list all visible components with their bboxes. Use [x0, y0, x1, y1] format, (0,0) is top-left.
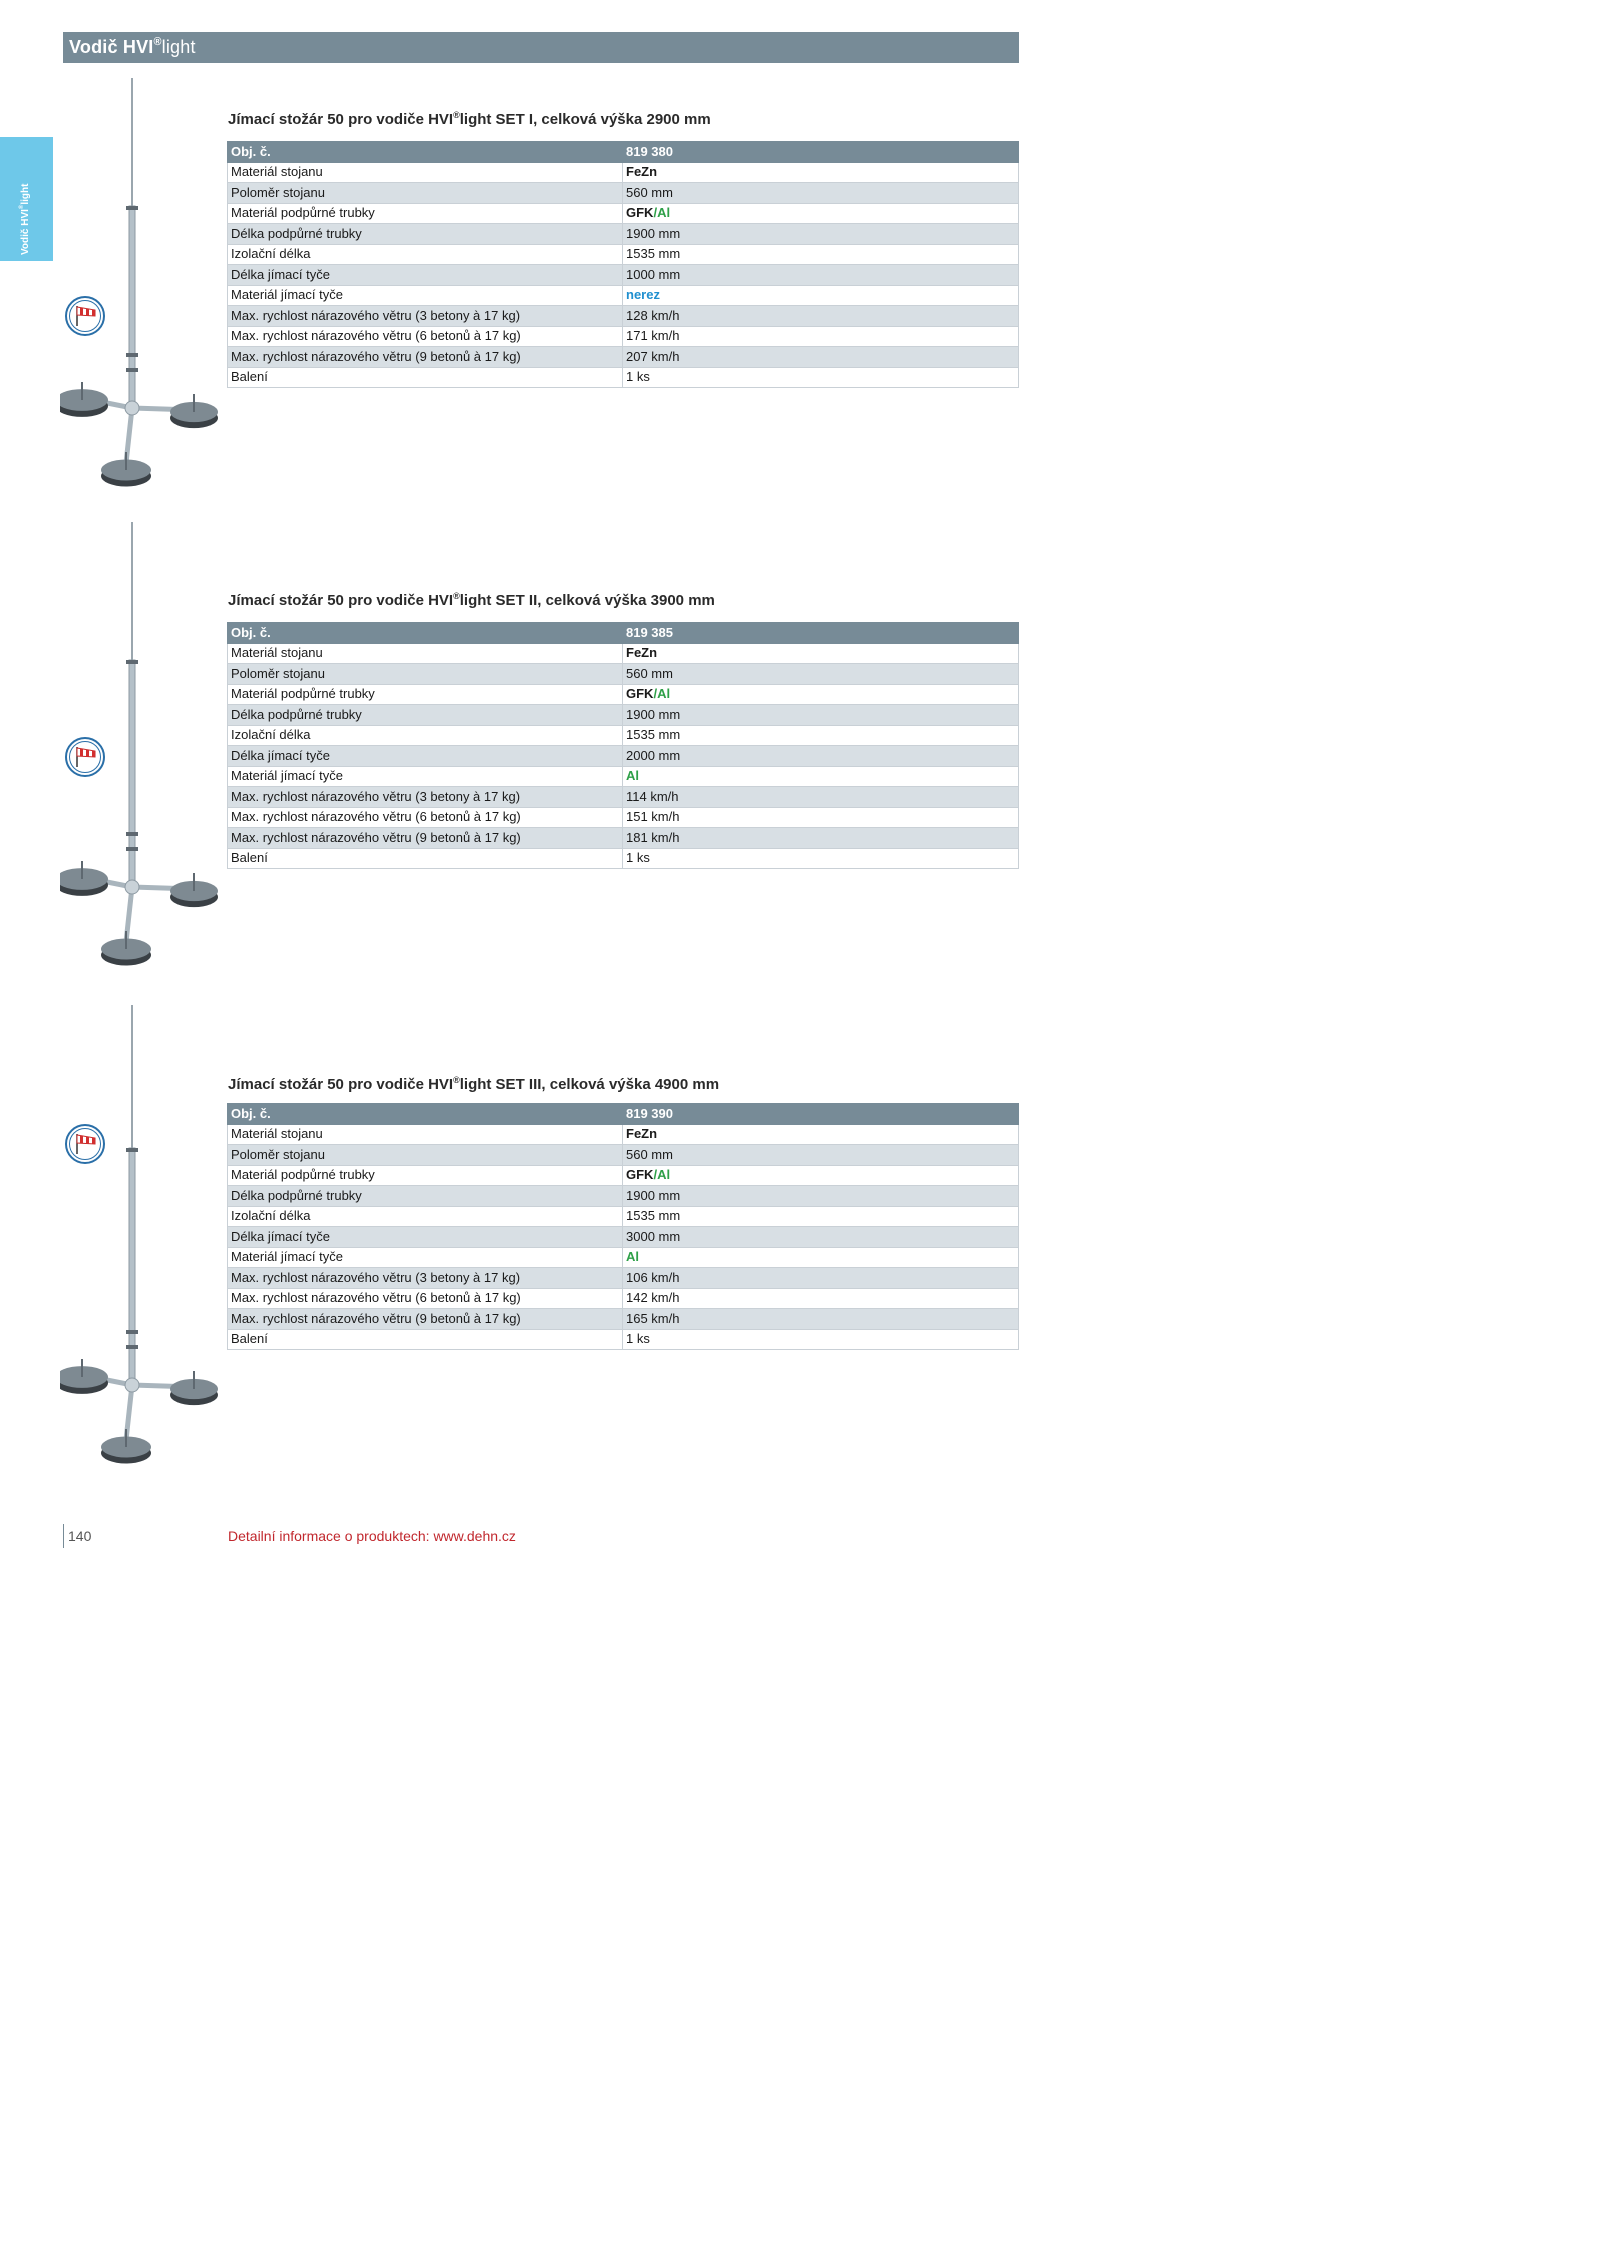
value-text: FeZn [626, 645, 658, 661]
order-number-value: 819 380 [623, 142, 1019, 163]
value-text: 1900 mm [626, 706, 681, 722]
spec-value [623, 285, 1019, 306]
product-title: Jímací stožár 50 pro vodiče HVI®light SET II, celková výška 3900 mm [228, 591, 715, 609]
spec-value [623, 1227, 1019, 1248]
table-row [228, 848, 1019, 869]
spec-label: Materiál podpůrné trubky [228, 1165, 623, 1186]
spec-value [623, 1247, 1019, 1268]
value-text: 1535 mm [626, 727, 681, 743]
value-text: 128 km/h [626, 307, 680, 323]
table-row [228, 162, 1019, 183]
windsock-badge [65, 296, 105, 336]
value-text: 1535 mm [626, 1208, 681, 1224]
spec-label: Izolační délka [228, 244, 623, 265]
spec-label: Materiál jímací tyče [228, 766, 623, 787]
spec-label: Délka podpůrné trubky [228, 705, 623, 726]
spec-value [623, 183, 1019, 204]
product-title: Jímací stožár 50 pro vodiče HVI®light SET I, celková výška 2900 mm [228, 110, 711, 128]
spec-label: Max. rychlost nárazového větru (3 betony à 17 kg) [228, 787, 623, 808]
spec-value [623, 1165, 1019, 1186]
value-text: 207 km/h [626, 348, 680, 364]
spec-value [623, 807, 1019, 828]
spec-label: Balení [228, 367, 623, 388]
spec-value [623, 1145, 1019, 1166]
spec-table [227, 1103, 1019, 1350]
spec-label: Délka podpůrné trubky [228, 224, 623, 245]
table-header-row [228, 623, 1019, 644]
table-row [228, 766, 1019, 787]
value-text: 151 km/h [626, 809, 680, 825]
value-text: 3000 mm [626, 1228, 681, 1244]
table-row [228, 306, 1019, 327]
spec-label: Materiál stojanu [228, 162, 623, 183]
order-number-value: 819 390 [623, 1104, 1019, 1125]
table-row [228, 1165, 1019, 1186]
table-row [228, 183, 1019, 204]
product-title: Jímací stožár 50 pro vodiče HVI®light SET III, celková výška 4900 mm [228, 1075, 720, 1093]
table-row [228, 1288, 1019, 1309]
windsock-badge [65, 1124, 105, 1164]
value-part: /Al [653, 1167, 671, 1183]
spec-label: Poloměr stojanu [228, 664, 623, 685]
spec-table [227, 622, 1019, 869]
table-row [228, 326, 1019, 347]
table-row [228, 224, 1019, 245]
windsock-badge [65, 737, 105, 777]
order-number-value: 819 385 [623, 623, 1019, 644]
value-text: 560 mm [626, 184, 673, 200]
table-row [228, 1186, 1019, 1207]
spec-value [623, 848, 1019, 869]
table-row [228, 664, 1019, 685]
mast-image [60, 1005, 220, 1480]
value-text: 1 ks [626, 850, 650, 866]
spec-label: Délka podpůrné trubky [228, 1186, 623, 1207]
spec-value [623, 1309, 1019, 1330]
spec-label: Max. rychlost nárazového větru (3 betony à 17 kg) [228, 306, 623, 327]
table-row [228, 1309, 1019, 1330]
table-row [228, 265, 1019, 286]
table-row [228, 684, 1019, 705]
table-header-row [228, 142, 1019, 163]
spec-label: Délka jímací tyče [228, 746, 623, 767]
order-number-label: Obj. č. [228, 1104, 623, 1125]
value-text: 1000 mm [626, 266, 681, 282]
spec-value [623, 787, 1019, 808]
value-text: FeZn [626, 164, 658, 180]
value-part: GFK [626, 686, 654, 702]
spec-label: Max. rychlost nárazového větru (9 betonů à 17 kg) [228, 828, 623, 849]
spec-value [623, 265, 1019, 286]
spec-value [623, 705, 1019, 726]
spec-label: Max. rychlost nárazového větru (3 betony à 17 kg) [228, 1268, 623, 1289]
spec-value [623, 326, 1019, 347]
spec-label: Max. rychlost nárazového větru (9 betonů à 17 kg) [228, 347, 623, 368]
spec-value [623, 1206, 1019, 1227]
spec-value [623, 244, 1019, 265]
spec-value [623, 1124, 1019, 1145]
spec-value [623, 725, 1019, 746]
value-text: 1535 mm [626, 246, 681, 262]
value-text: 560 mm [626, 1146, 673, 1162]
spec-table [227, 141, 1019, 388]
spec-value [623, 367, 1019, 388]
spec-value [623, 664, 1019, 685]
spec-label: Izolační délka [228, 1206, 623, 1227]
value-text: 106 km/h [626, 1269, 680, 1285]
order-number-label: Obj. č. [228, 142, 623, 163]
value-text: Al [626, 1249, 639, 1265]
table-row [228, 1227, 1019, 1248]
table-row [228, 746, 1019, 767]
product-info-link[interactable]: Detailní informace o produktech: www.dehn.cz [228, 1528, 516, 1544]
spec-value [623, 1329, 1019, 1350]
value-text: 181 km/h [626, 829, 680, 845]
table-row [228, 1268, 1019, 1289]
order-number-label: Obj. č. [228, 623, 623, 644]
spec-value [623, 643, 1019, 664]
table-row [228, 203, 1019, 224]
spec-label: Materiál podpůrné trubky [228, 684, 623, 705]
value-part: GFK [626, 1167, 654, 1183]
spec-value [623, 828, 1019, 849]
table-row [228, 285, 1019, 306]
value-text: 114 km/h [626, 788, 679, 804]
mast-drawing [60, 1005, 220, 1480]
spec-label: Materiál stojanu [228, 1124, 623, 1145]
table-header-row [228, 1104, 1019, 1125]
side-tab[interactable] [0, 137, 53, 261]
table-row [228, 787, 1019, 808]
spec-label: Poloměr stojanu [228, 183, 623, 204]
page-title: Vodič HVI®light [69, 36, 196, 57]
spec-label: Materiál jímací tyče [228, 285, 623, 306]
windsock-icon [65, 737, 105, 777]
spec-label: Max. rychlost nárazového větru (6 betonů à 17 kg) [228, 807, 623, 828]
spec-value [623, 347, 1019, 368]
value-text: 1900 mm [626, 225, 681, 241]
value-part: /Al [653, 686, 671, 702]
mast-drawing [60, 78, 220, 503]
table-row [228, 244, 1019, 265]
table-row [228, 725, 1019, 746]
table-row [228, 347, 1019, 368]
spec-label: Izolační délka [228, 725, 623, 746]
value-text: 560 mm [626, 665, 673, 681]
page-number: 140 [68, 1528, 92, 1544]
spec-value [623, 1268, 1019, 1289]
table-row [228, 1247, 1019, 1268]
windsock-icon [65, 296, 105, 336]
spec-value [623, 203, 1019, 224]
spec-label: Max. rychlost nárazového větru (6 betonů à 17 kg) [228, 326, 623, 347]
value-part: /Al [653, 205, 671, 221]
spec-value [623, 224, 1019, 245]
value-text: 1900 mm [626, 1187, 681, 1203]
table-row [228, 807, 1019, 828]
value-text: nerez [626, 287, 660, 303]
spec-label: Max. rychlost nárazového větru (6 betonů à 17 kg) [228, 1288, 623, 1309]
value-part: GFK [626, 205, 654, 221]
spec-value [623, 1288, 1019, 1309]
table-row [228, 367, 1019, 388]
spec-label: Balení [228, 1329, 623, 1350]
side-tab-label: Vodič HVI®light [19, 183, 31, 255]
spec-label: Materiál jímací tyče [228, 1247, 623, 1268]
spec-label: Materiál stojanu [228, 643, 623, 664]
value-text: FeZn [626, 1126, 658, 1142]
value-text: 1 ks [626, 369, 650, 385]
table-row [228, 1145, 1019, 1166]
footer-divider [63, 1524, 64, 1548]
table-row [228, 1329, 1019, 1350]
windsock-icon [65, 1124, 105, 1164]
spec-label: Délka jímací tyče [228, 265, 623, 286]
spec-label: Materiál podpůrné trubky [228, 203, 623, 224]
spec-value [623, 746, 1019, 767]
table-row [228, 1206, 1019, 1227]
spec-label: Poloměr stojanu [228, 1145, 623, 1166]
spec-label: Max. rychlost nárazového větru (9 betonů à 17 kg) [228, 1309, 623, 1330]
spec-value [623, 684, 1019, 705]
spec-value [623, 766, 1019, 787]
value-text: 1 ks [626, 1331, 650, 1347]
value-text: 171 km/h [626, 328, 680, 344]
mast-image [60, 78, 220, 503]
spec-label: Délka jímací tyče [228, 1227, 623, 1248]
value-text: 142 km/h [626, 1290, 680, 1306]
table-row [228, 705, 1019, 726]
value-text: Al [626, 768, 639, 784]
spec-value [623, 162, 1019, 183]
spec-value [623, 306, 1019, 327]
table-row [228, 828, 1019, 849]
spec-label: Balení [228, 848, 623, 869]
spec-value [623, 1186, 1019, 1207]
value-text: 2000 mm [626, 747, 681, 763]
table-row [228, 643, 1019, 664]
header-bar [63, 32, 1019, 63]
table-row [228, 1124, 1019, 1145]
value-text: 165 km/h [626, 1310, 680, 1326]
